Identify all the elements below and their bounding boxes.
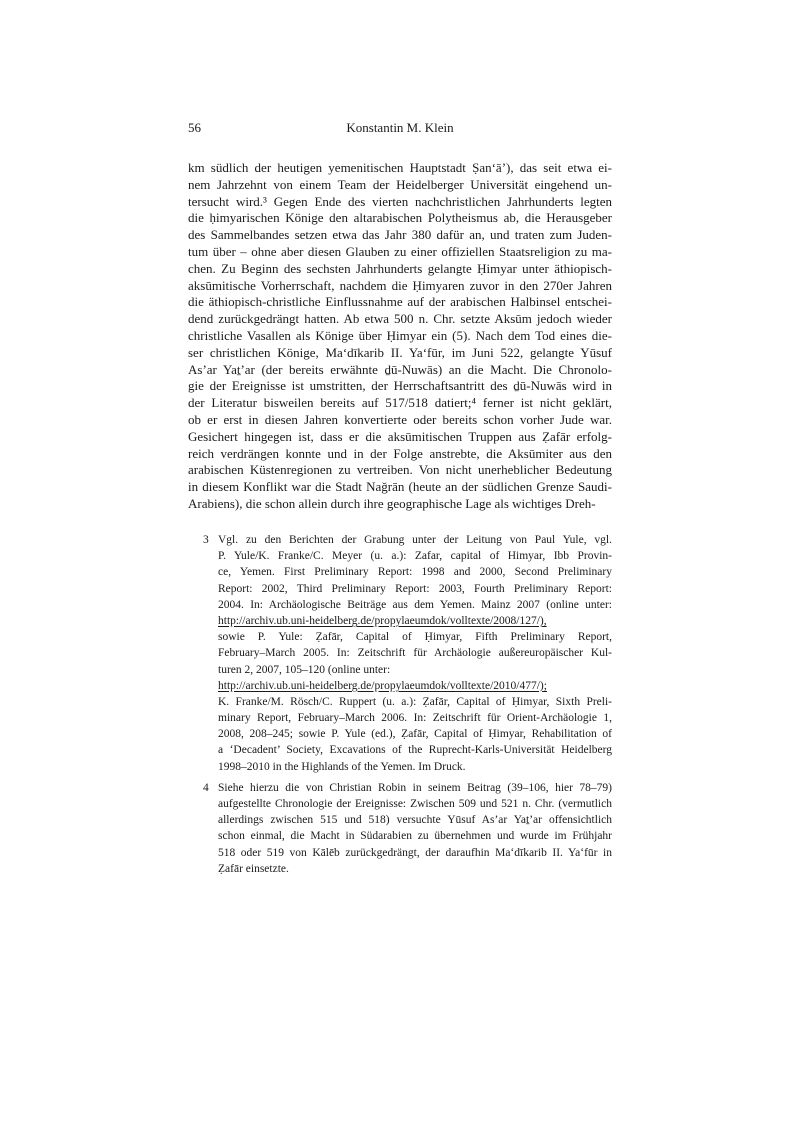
footnotes bbox=[203, 532, 612, 882]
body-line: die ḥimyarischen Könige den altarabischen Polytheismus ab, die Herausgeber bbox=[188, 210, 612, 226]
body-line: aksūmitische Vorherrschaft, nachdem die Ḥimyaren zuvor in den 270er Jahren bbox=[188, 277, 612, 293]
footnote-line: February–March 2005. In: Zeitschrift für Archäologie außereuropäischer Kul- bbox=[218, 647, 612, 660]
body-line: gie der Ereignisse ist umstritten, der Herrschaftsantritt des ḏū-Nuwās wird in bbox=[188, 378, 612, 394]
body-line: christliche Vasallen als Könige über Ḥimyar ein (5). Nach dem Tod eines die- bbox=[188, 327, 612, 343]
footnote-line: P. Yule/K. Franke/C. Meyer (u. a.): Zafar, capital of Himyar, Ibb Provin- bbox=[218, 550, 612, 563]
body-line: die äthiopisch-christliche Einflussnahme auf der arabischen Halbinsel entschei- bbox=[188, 294, 612, 310]
footnote-line: Ẓafār einsetzte. bbox=[218, 862, 289, 875]
body-line: As’ar Yaṯ’ar (der bereits erwähnte ḏū-Nuwās) an die Macht. Die Chronolo- bbox=[188, 361, 612, 377]
footnote-line: 2008, 208–245; sowie P. Yule (ed.), Ẓafār, Capital of Ḥimyar, Rehabilitation of bbox=[218, 728, 612, 741]
footnote-line: minary Report, February–March 2006. In: Zeitschrift für Orient-Archäologie 1, bbox=[218, 712, 612, 725]
footnote-line: 1998–2010 in the Highlands of the Yemen. Im Druck. bbox=[218, 760, 466, 773]
footnote-line: 2004. In: Archäologische Beiträge aus dem Yemen. Mainz 2007 (online unter: bbox=[218, 598, 612, 611]
body-line: nem Jahrzehnt von einem Team der Heidelberger Universität eingehend un- bbox=[188, 176, 612, 192]
body-line: km südlich der heutigen yemenitischen Hauptstadt Ṣan‘ā’), das seit etwa ei- bbox=[188, 160, 612, 175]
footnote-line: Report: 2002, Third Preliminary Report: 2003, Fourth Preliminary Report: bbox=[218, 582, 612, 595]
body-line: des Sammelbandes setzen etwa das Jahr 380 dafür an, und traten zum Juden- bbox=[188, 227, 612, 243]
footnote-url-link[interactable]: http://archiv.ub.uni-heidelberg.de/propylaeumdok/volltexte/2008/127/), bbox=[218, 614, 547, 627]
footnote-number: 4 bbox=[203, 781, 209, 794]
footnote-line: turen 2, 2007, 105–120 (online unter: bbox=[218, 663, 391, 676]
running-head-author: Konstantin M. Klein bbox=[346, 120, 454, 135]
footnote-3 bbox=[203, 532, 612, 775]
body-line: Arabiens), die schon allein durch ihre geographische Lage als wichtiges Dreh- bbox=[188, 495, 596, 511]
footnote-line: K. Franke/M. Rösch/C. Ruppert (u. a.): Ẓafār, Capital of Ḥimyar, Sixth Preli- bbox=[218, 695, 612, 708]
body-line: reich verdrängen konnte und in der Folge anstrebte, die Aksūmiter aus den bbox=[188, 445, 612, 461]
footnote-url-link[interactable]: http://archiv.ub.uni-heidelberg.de/propylaeumdok/volltexte/2010/477/); bbox=[218, 679, 547, 692]
body-line: ob er erst in diesen Jahren konvertierte oder bereits schon vorher Jude war. bbox=[188, 411, 612, 427]
footnote-line: aufgestellte Chronologie der Ereignisse: Zwischen 509 und 521 n. Chr. (vermutlich bbox=[218, 798, 612, 810]
body-line: der Literatur bisweilen bereits auf 517/518 datiert;⁴ ferner ist nicht geklärt, bbox=[188, 395, 612, 411]
footnote-line: schon einmal, die Macht in Südarabien zu übernehmen und wurde im Frühjahr bbox=[218, 830, 612, 843]
footnote-line: ce, Yemen. First Preliminary Report: 1998 and 2000, Second Preliminary bbox=[218, 566, 612, 579]
body-line: tersucht wird.³ Gegen Ende des vierten nachchristlichen Jahrhunderts legten bbox=[188, 193, 612, 209]
footnote-line: allerdings zwischen 515 und 518) versuchte Yūsuf As’ar Yaṯ’ar offensichtlich bbox=[218, 814, 612, 827]
footnote-line: Siehe hierzu die von Christian Robin in seinem Beitrag (39–106, hier 78–79) bbox=[218, 781, 612, 794]
body-line: arabischen Küstenregionen zu vertreiben. Von nicht unerheblicher Bedeutung bbox=[188, 462, 612, 478]
footnote-line: a ‘Decadent’ Society, Excavations of the Ruprecht-Karls-Universität Heidelberg bbox=[218, 744, 612, 757]
body-line: chen. Zu Beginn des sechsten Jahrhunderts gelangte Ḥimyar unter äthiopisch- bbox=[188, 260, 612, 276]
footnote-line: sowie P. Yule: Ẓafār, Capital of Ḥimyar, Fifth Preliminary Report, bbox=[218, 631, 612, 644]
body-text bbox=[188, 160, 612, 513]
page-number: 56 bbox=[188, 120, 201, 135]
body-line: Gesichert hingegen ist, dass er die aksūmitischen Truppen aus Ẓafār erfolg- bbox=[188, 428, 612, 444]
footnote-line: Vgl. zu den Berichten der Grabung unter der Leitung von Paul Yule, vgl. bbox=[218, 534, 612, 546]
footnote-number: 3 bbox=[203, 534, 209, 546]
footnote-line: 518 oder 519 von Kālēb zurückgedrängt, der daraufhin Ma‘dīkarib II. Ya‘fūr in bbox=[218, 846, 612, 859]
body-line: ser christlichen Könige, Ma‘dīkarib II. Ya‘fūr, im Juni 522, gelangte Yūsuf bbox=[188, 344, 612, 360]
body-line: tum über – ohne aber diesen Glauben zu einer offiziellen Staatsreligion zu ma- bbox=[188, 243, 612, 259]
footnote-4 bbox=[203, 780, 612, 877]
body-line: dend zurückgedrängt hatten. Ab etwa 500 n. Chr. setzte Aksūm jedoch wieder bbox=[188, 311, 612, 327]
body-line: in diesem Konflikt war die Stadt Naǧrān (heute an der südlichen Grenze Saudi- bbox=[188, 479, 612, 495]
